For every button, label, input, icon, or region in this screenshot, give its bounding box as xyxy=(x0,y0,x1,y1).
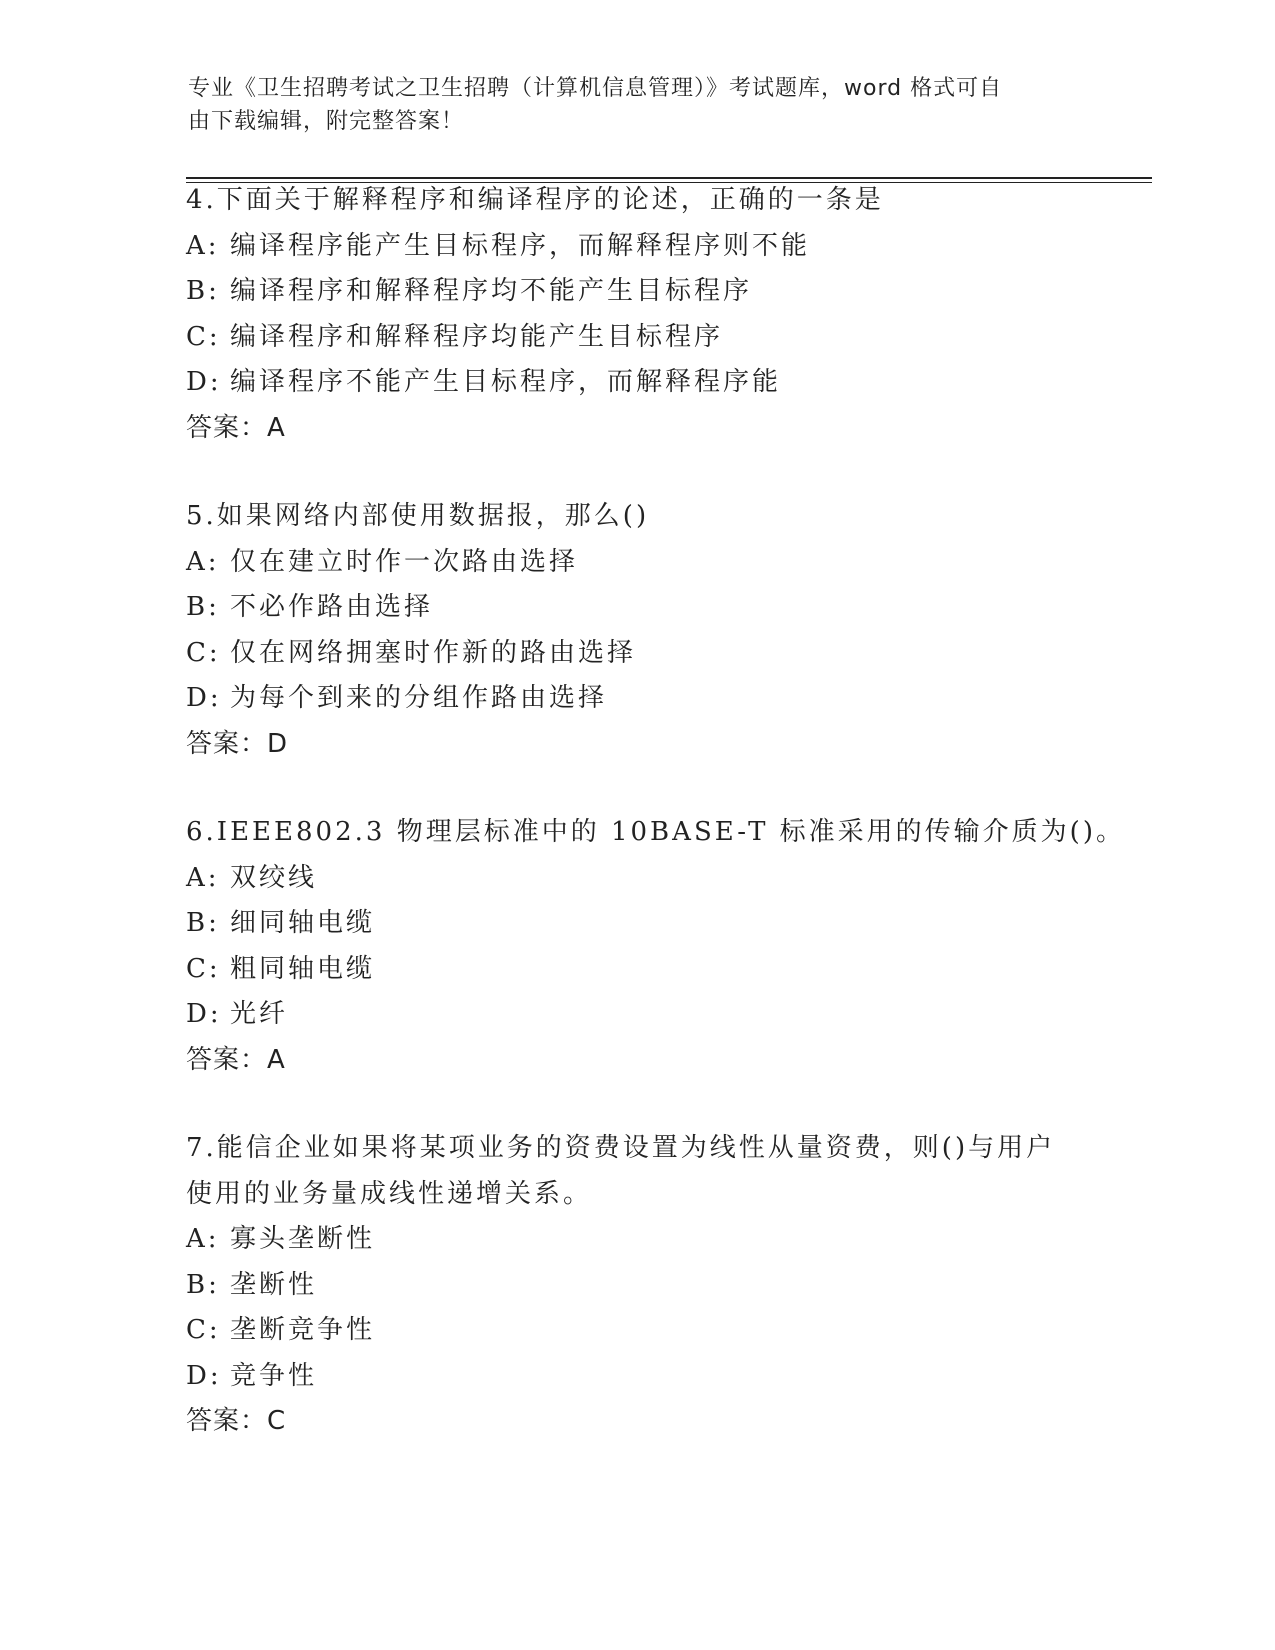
option-a xyxy=(186,1217,1086,1263)
option-key: A: xyxy=(186,1224,220,1254)
option-b xyxy=(186,269,1086,315)
answer-line: 答案：A xyxy=(186,1044,286,1075)
option-a xyxy=(186,224,1086,270)
option-key: C: xyxy=(186,1315,221,1345)
option-a xyxy=(186,856,1086,902)
option-text: 编译程序和解释程序均能产生目标程序 xyxy=(230,321,724,352)
question-4 xyxy=(186,178,1086,451)
option-text: 双绞线 xyxy=(230,862,318,893)
question-5 xyxy=(186,494,1086,767)
option-key: D: xyxy=(186,683,222,713)
option-text: 仅在建立时作一次路由选择 xyxy=(230,546,579,577)
answer-line: 答案：C xyxy=(186,1406,287,1436)
option-key: B: xyxy=(186,592,220,622)
document-header xyxy=(188,72,1088,138)
option-text: 仅在网络拥塞时作新的路由选择 xyxy=(230,637,637,668)
option-c xyxy=(186,631,1086,677)
option-d xyxy=(186,992,1086,1038)
option-text: 寡头垄断性 xyxy=(230,1224,376,1254)
option-key: C: xyxy=(186,637,221,668)
option-key: D: xyxy=(186,367,222,397)
option-d xyxy=(186,1354,1086,1400)
question-stem: 4.下面关于解释程序和编译程序的论述，正确的一条是 xyxy=(186,185,884,215)
header-line-1: 专业《卫生招聘考试之卫生招聘（计算机信息管理）》考试题库，word 格式可自 xyxy=(188,76,1003,101)
option-key: B: xyxy=(186,908,220,938)
answer-line: 答案：D xyxy=(186,728,289,759)
option-text: 粗同轴电缆 xyxy=(230,953,376,984)
option-c xyxy=(186,315,1086,361)
option-key: B: xyxy=(186,1269,220,1300)
option-b xyxy=(186,901,1086,947)
answer-line: 答案：A xyxy=(186,412,286,443)
option-text: 为每个到来的分组作路由选择 xyxy=(230,683,608,713)
option-a xyxy=(186,540,1086,586)
option-key: A: xyxy=(186,862,220,893)
option-b xyxy=(186,1263,1086,1309)
option-text: 编译程序不能产生目标程序，而解释程序能 xyxy=(230,367,782,397)
option-key: D: xyxy=(186,999,222,1029)
option-text: 编译程序能产生目标程序，而解释程序则不能 xyxy=(230,230,811,261)
option-text: 垄断竞争性 xyxy=(230,1315,376,1345)
option-b xyxy=(186,585,1086,631)
option-text: 编译程序和解释程序均不能产生目标程序 xyxy=(230,276,753,306)
question-stem: 6.IEEE802.3 物理层标准中的 10BASE-T 标准采用的传输介质为()。 xyxy=(186,817,1125,847)
option-key: A: xyxy=(186,230,220,261)
option-key: B: xyxy=(186,276,220,306)
question-stem: 7.能信企业如果将某项业务的资费设置为线性从量资费，则()与用户 xyxy=(186,1133,1056,1163)
option-c xyxy=(186,947,1086,993)
question-stem: 5.如果网络内部使用数据报，那么() xyxy=(186,501,650,531)
option-key: C: xyxy=(186,953,221,984)
option-text: 细同轴电缆 xyxy=(230,908,376,938)
option-key: A: xyxy=(186,546,220,577)
option-key: D: xyxy=(186,1360,222,1391)
option-d xyxy=(186,360,1086,406)
option-c xyxy=(186,1308,1086,1354)
option-text: 不必作路由选择 xyxy=(230,592,434,622)
option-text: 光纤 xyxy=(230,999,289,1029)
option-text: 垄断性 xyxy=(230,1269,318,1300)
option-text: 竞争性 xyxy=(230,1360,318,1391)
option-key: C: xyxy=(186,321,221,352)
header-line-2: 由下载编辑，附完整答案！ xyxy=(188,109,465,134)
question-6 xyxy=(186,810,1125,1083)
question-stem-continued: 使用的业务量成线性递增关系。 xyxy=(186,1178,593,1209)
option-d xyxy=(186,676,1086,722)
question-7 xyxy=(186,1126,1086,1445)
